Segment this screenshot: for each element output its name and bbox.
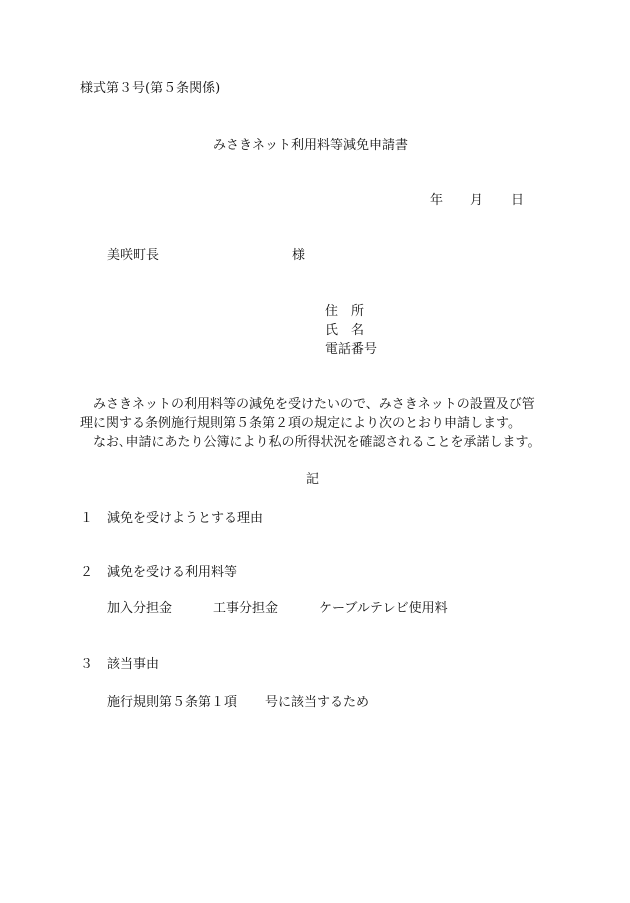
address-label: 住 所	[325, 304, 365, 319]
fee-option: 工事分担金	[213, 601, 279, 616]
reason-suffix: 号に該当するため	[265, 695, 370, 710]
date-month: 月	[470, 193, 484, 208]
ki-heading: 記	[306, 472, 320, 487]
date-year: 年	[430, 193, 444, 208]
body-line-3: なお､申請にあたり公簿により私の所得状況を確認されることを承諾します。	[93, 435, 541, 450]
item-label: 減免を受けようとする理由	[107, 511, 264, 526]
body-line-1: みさきネットの利用料等の減免を受けたいので、みさきネットの設置及び管	[93, 397, 535, 412]
name-label: 氏 名	[325, 323, 365, 338]
body-line-2: 理に関する条例施行規則第５条第２項の規定により次のとおり申請します。	[80, 416, 521, 431]
item-number: １	[80, 511, 94, 526]
item-number: ３	[80, 657, 94, 672]
document-title: みさきネット利用料等減免申請書	[213, 138, 409, 153]
item-label: 減免を受ける利用料等	[107, 565, 238, 580]
fee-option: ケーブルテレビ使用料	[319, 601, 448, 616]
phone-label: 電話番号	[325, 342, 378, 357]
form-number: 様式第３号(第５条関係)	[80, 81, 221, 96]
fee-option: 加入分担金	[107, 601, 173, 616]
item-number: ２	[80, 565, 94, 580]
addressee-name: 美咲町長	[107, 248, 160, 263]
item-label: 該当事由	[107, 657, 160, 672]
reason-rule: 施行規則第５条第１項	[107, 695, 238, 710]
date-day: 日	[511, 193, 525, 208]
addressee-honorific: 様	[292, 248, 306, 263]
